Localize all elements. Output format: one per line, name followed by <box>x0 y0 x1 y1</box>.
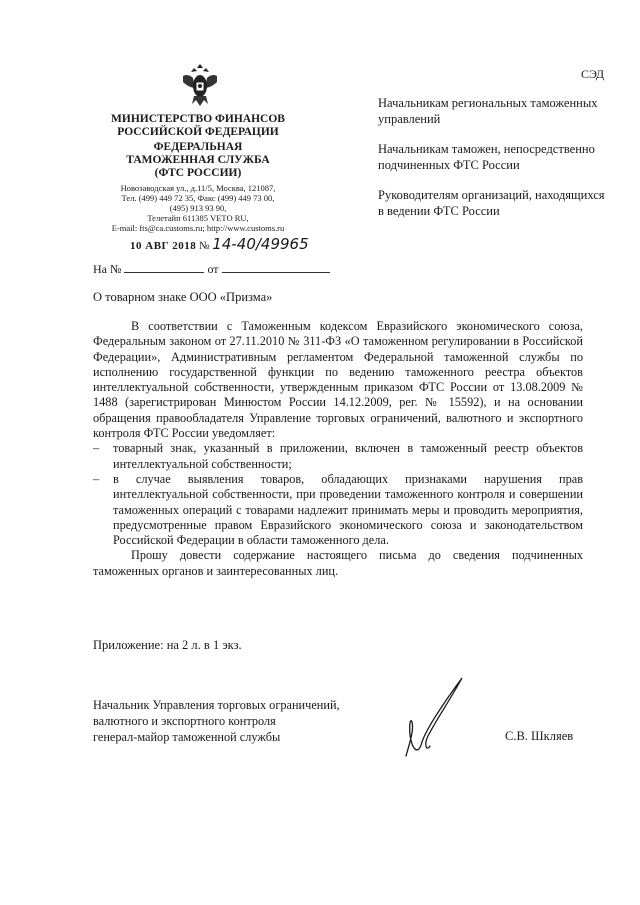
letter-body <box>93 319 583 579</box>
reference-label: На № <box>93 262 122 276</box>
signer-position <box>93 697 403 745</box>
appendix-note: Приложение: на 2 л. в 1 экз. <box>93 638 242 652</box>
reference-line <box>93 262 330 277</box>
body-intro: В соответствии с Таможенным кодексом Евразийского экономического союза, Федеральным законом от 27.11.2010 № 311-ФЗ «О таможенном регулировании в Российской Федерации», Административным регламентом Федеральной таможенной службы по исполнению государственной функции по ведению таможенного реестра объектов интеллектуальной собственности, утвержденным приказом ФТС России от 13.08.2009 № 1488 (зарегистрирован Минюстом России 14.12.2009, рег. № 15592), и на основании обращения правообладателя Управление торговых ограничений, валютного и экспортного контроля ФТС России уведомляет: <box>93 319 583 441</box>
dash-marker: – <box>93 441 100 456</box>
contact-block <box>98 183 298 233</box>
list-item <box>93 441 583 472</box>
list-item-text: товарный знак, указанный в приложении, включен в таможенный реестр объектов интеллектуальной собственности; <box>113 441 583 471</box>
addressee: Начальникам таможен, непосредственно подчиненных ФТС России <box>378 142 595 172</box>
signer-position-line: валютного и экспортного контроля <box>93 714 276 728</box>
letter-subject: О товарном знаке ООО «Призма» <box>93 290 273 304</box>
ministry-line: МИНИСТЕРСТВО ФИНАНСОВ <box>111 113 285 125</box>
registration-number-label: № <box>199 240 210 252</box>
coat-of-arms-icon <box>180 60 220 110</box>
contact-line: Телетайп 611385 VETO RU, <box>147 213 249 223</box>
service-name <box>98 141 298 180</box>
corner-mark: СЭД <box>581 67 605 81</box>
addressee: Начальникам региональных таможенных управлений <box>378 96 598 126</box>
dash-marker: – <box>93 471 100 486</box>
registration-date: 10 АВГ 2018 <box>130 240 197 252</box>
service-line: ТАМОЖЕННАЯ СЛУЖБА <box>126 154 270 166</box>
contact-line: Тел. (499) 449 72 35, Факс (499) 449 73 00, <box>121 193 275 203</box>
registration-number: 14-40/49965 <box>212 235 309 253</box>
list-item-text: в случае выявления товаров, обладающих признаками нарушения прав интеллектуальной собственности, при проведении таможенного контроля и совершении таможенных операций с товарами надлежит принимать меры и проводить мероприятия, предусмотренные правом Евразийского экономического союза и законодательством Российской Федерации в области таможенного дела. <box>113 471 583 548</box>
body-closing: Прошу довести содержание настоящего письма до сведения подчиненных таможенных органов и заинтересованных лиц. <box>93 548 583 578</box>
reference-number-blank <box>124 262 204 273</box>
contact-line: E-mail: fts@ca.customs.ru; http://www.customs.ru <box>111 223 285 233</box>
handwritten-signature <box>400 672 470 762</box>
service-line: (ФТС РОССИИ) <box>154 167 242 179</box>
reference-date-blank <box>222 262 330 273</box>
contact-line: (495) 913 93 90, <box>169 203 227 213</box>
contact-line: Новозаводская ул., д.11/5, Москва, 121087, <box>120 183 276 193</box>
signer-position-line: генерал-майор таможенной службы <box>93 730 281 744</box>
addressees <box>378 95 608 233</box>
signer-position-line: Начальник Управления торговых ограничений, <box>93 698 340 712</box>
ministry-name <box>98 113 298 139</box>
addressee: Руководителям организаций, находящихся в ведении ФТС России <box>378 188 605 218</box>
reference-from-label: от <box>207 262 219 276</box>
signer-name: С.В. Шкляев <box>505 729 574 743</box>
registration-line <box>130 235 309 253</box>
ministry-line: РОССИЙСКОЙ ФЕДЕРАЦИИ <box>117 126 279 138</box>
list-item <box>93 472 583 548</box>
service-line: ФЕДЕРАЛЬНАЯ <box>153 141 243 153</box>
